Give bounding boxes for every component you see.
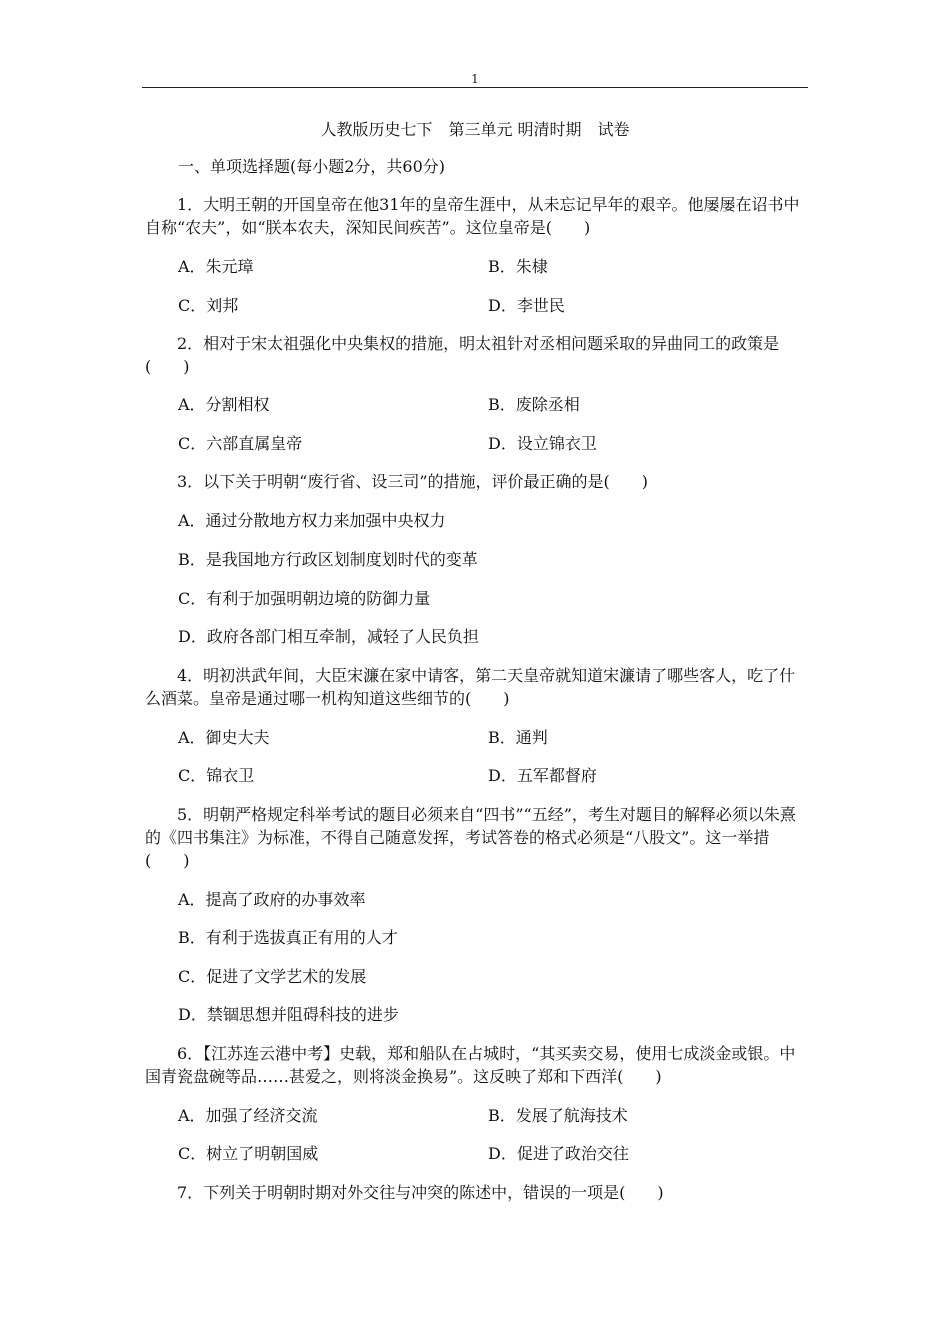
question-5-option-d: D．禁锢思想并阻碍科技的进步 xyxy=(178,1005,399,1024)
question-3-option-a: A．通过分散地方权力来加强中央权力 xyxy=(178,511,446,530)
question-1-option-c: C．刘邦 xyxy=(178,296,239,315)
question-4-option-d: D．五军都督府 xyxy=(488,766,597,785)
question-6-option-b: B．发展了航海技术 xyxy=(488,1106,628,1125)
question-2-option-c: C．六部直属皇帝 xyxy=(178,434,303,453)
question-5-option-a: A．提高了政府的办事效率 xyxy=(178,890,366,909)
question-1-option-a: A．朱元璋 xyxy=(178,257,254,276)
question-6-option-c: C．树立了明朝国威 xyxy=(178,1144,319,1163)
question-7-stem: 7．下列关于明朝时期对外交往与冲突的陈述中，错误的一项是( ) xyxy=(177,1183,664,1202)
question-5-option-b: B．有利于选拔真正有用的人才 xyxy=(178,928,398,947)
question-2-stem: 2．相对于宋太祖强化中央集权的措施，明太祖针对丞相问题采取的异曲同工的政策是( ) xyxy=(145,334,780,376)
question-1-option-d: D．李世民 xyxy=(488,296,565,315)
question-5-stem: 5．明朝严格规定科举考试的题目必须来自“四书”“五经”，考生对题目的解释必须以朱熹的《四书集注》为标准，不得自己随意发挥，考试答卷的格式必须是“八股文”。这一举措( ) xyxy=(145,805,796,870)
header-rule xyxy=(142,87,808,88)
question-1-option-b: B．朱棣 xyxy=(488,257,548,276)
question-2-option-a: A．分割相权 xyxy=(178,395,270,414)
question-4-option-a: A．御史大夫 xyxy=(178,728,270,747)
question-3-option-d: D．政府各部门相互牵制，减轻了人民负担 xyxy=(178,627,479,646)
question-6-option-a: A．加强了经济交流 xyxy=(178,1106,318,1125)
question-2-option-b: B．废除丞相 xyxy=(488,395,580,414)
question-4-option-c: C．锦衣卫 xyxy=(178,766,255,785)
question-4-option-b: B．通判 xyxy=(488,728,548,747)
page-title: 人教版历史七下 第三单元 明清时期 试卷 xyxy=(320,120,630,139)
question-2-option-d: D．设立锦衣卫 xyxy=(488,434,597,453)
question-3-option-c: C．有利于加强明朝边境的防御力量 xyxy=(178,589,431,608)
section-heading: 一、单项选择题(每小题2分，共60分) xyxy=(178,157,446,176)
page-number: 1 xyxy=(471,72,479,86)
question-6-option-d: D．促进了政治交往 xyxy=(488,1144,629,1163)
question-5-option-c: C．促进了文学艺术的发展 xyxy=(178,967,367,986)
question-6-stem: 6．【江苏连云港中考】史载，郑和船队在占城时，“其买卖交易，使用七成淡金或银。中国青瓷盘碗等品……甚爱之，则将淡金换易”。这反映了郑和下西洋( ) xyxy=(145,1044,796,1086)
question-3-stem: 3．以下关于明朝“废行省、设三司”的措施，评价最正确的是( ) xyxy=(177,472,649,491)
question-1-stem: 1．大明王朝的开国皇帝在他31年的皇帝生涯中，从未忘记早年的艰辛。他屡屡在诏书中自称“农夫”，如“朕本农夫，深知民间疾苦”。这位皇帝是( ) xyxy=(145,195,800,237)
question-4-stem: 4．明初洪武年间，大臣宋濂在家中请客，第二天皇帝就知道宋濂请了哪些客人，吃了什么酒菜。皇帝是通过哪一机构知道这些细节的( ) xyxy=(145,666,796,708)
question-3-option-b: B．是我国地方行政区划制度划时代的变革 xyxy=(178,550,478,569)
